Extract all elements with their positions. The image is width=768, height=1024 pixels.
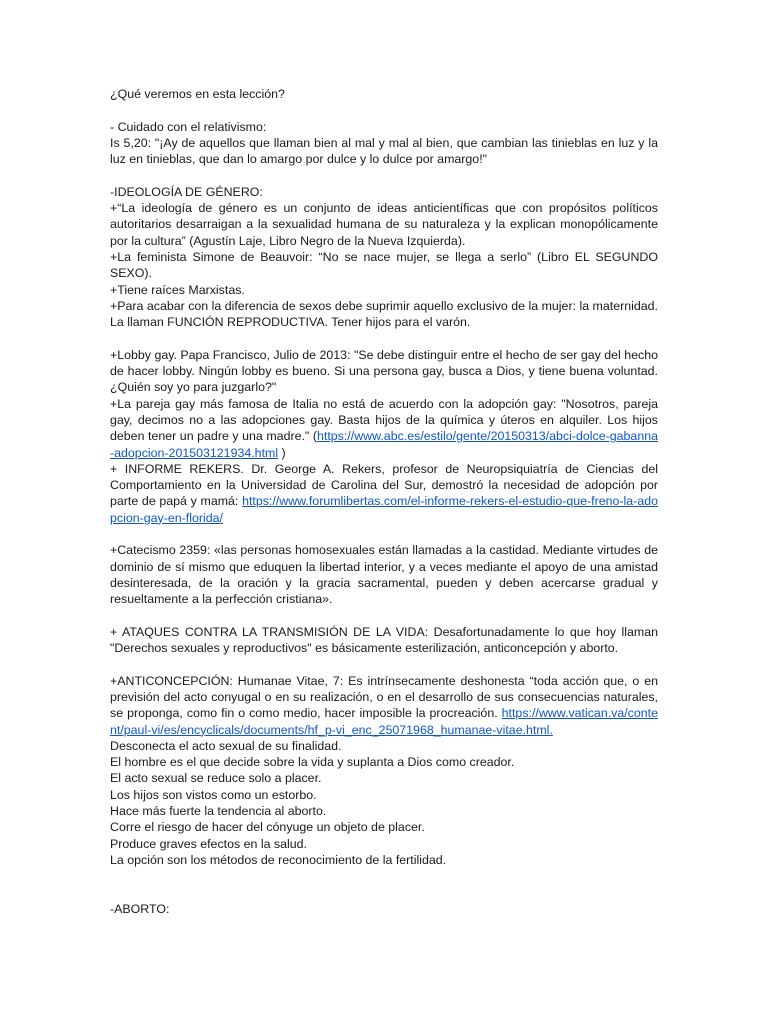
- contraception-point: El acto sexual se reduce solo a placer.: [110, 771, 322, 786]
- rekers-report-text: + INFORME REKERS. Dr. George A. Rekers, profesor de Neuropsiquiatría de Ciencias del Comportamiento en la Universidad de Carolina del Sur, demostró la necesidad de adopción por parte de papá y mamá:: [110, 461, 658, 509]
- abortion-heading: -ABORTO:: [110, 901, 170, 916]
- contraception-point: El hombre es el que decide sobre la vida y suplanta a Dios como creador.: [110, 755, 515, 770]
- relativism-heading: - Cuidado con el relativismo:: [110, 119, 267, 134]
- italian-couple-paragraph: [110, 396, 658, 461]
- spacer: [110, 656, 658, 672]
- document-page: [110, 86, 658, 917]
- catechism-paragraph: +Catecismo 2359: «las personas homosexuales están llamadas a la castidad. Mediante virtudes de dominio de sí mismo que eduquen la libertad interior, y a veces mediante el apoyo de una amistad desinteresada, de la oración y la gracia sacramental, pueden y deben acercarse gradual y resueltamente a la perfección cristiana».: [110, 543, 658, 607]
- spacer: [110, 102, 658, 118]
- gender-ideology-heading: -IDEOLOGÍA DE GÉNERO:: [110, 184, 263, 199]
- contraception-point: Corre el riesgo de hacer del cónyuge un objeto de placer.: [110, 820, 425, 835]
- italian-couple-text: +La pareja gay más famosa de Italia no está de acuerdo con la adopción gay: "Nosotros, pareja gay, decimos no a las adopciones gay. Basta hijos de la química y úteros en alquiler. Los hijos deben tener un padre y una madre." (: [110, 396, 658, 444]
- spacer: [110, 868, 658, 901]
- spacer: [110, 526, 658, 542]
- contraception-paragraph: [110, 673, 658, 738]
- contraception-text: +ANTICONCEPCIÓN: Humanae Vitae, 7: Es intrínsecamente deshonesta “toda acción que, o en previsión del acto conyugal o en su realización, o en el desarrollo de sus consecuencias naturales, se proponga, como fin o como medio, hacer imposible la procreación.: [110, 673, 658, 721]
- gender-ideology-definition: +“La ideología de género es un conjunto de ideas anticientíficas que con propósitos políticos autoritarios desarraigan a la sexualidad humana de su naturaleza y la explican monopólicamente por la cultura” (Agustín Laje, Libro Negro de la Nueva Izquierda).: [110, 201, 658, 248]
- italian-couple-end: ): [278, 445, 286, 460]
- beauvoir-quote: +La feminista Simone de Beauvoir: “No se nace mujer, se llega a serlo” (Libro EL SEGUNDO SEXO).: [110, 249, 658, 281]
- contraception-point: Desconecta el acto sexual de su finalidad.: [110, 738, 342, 753]
- abc-article-link[interactable]: https://www.abc.es/estilo/gente/20150313/abci-dolce-gabanna-adopcion-201503121934.html: [110, 429, 658, 460]
- attacks-on-life-paragraph: + ATAQUES CONTRA LA TRANSMISIÓN DE LA VIDA: Desafortunadamente lo que hoy llaman "Derechos sexuales y reproductivos" es básicamente esterilización, anticoncepción y aborto.: [110, 624, 658, 656]
- vatican-humanae-vitae-link[interactable]: https://www.vatican.va/content/paul-vi/es/encyclicals/documents/hf_p-vi_enc_25071968_humanae-vitae.html.: [110, 706, 658, 737]
- contraception-point: La opción son los métodos de reconocimiento de la fertilidad.: [110, 852, 447, 867]
- gay-lobby-quote: +Lobby gay. Papa Francisco, Julio de 2013: "Se debe distinguir entre el hecho de ser gay del hecho de hacer lobby. Ningún lobby es bueno. Si una persona gay, busca a Dios, y tiene buena voluntad. ¿Quién soy yo para juzgarlo?": [110, 347, 658, 395]
- isaiah-verse: Is 5,20: "¡Ay de aquellos que llaman bien al mal y mal al bien, que cambian las tinieblas en luz y la luz en tinieblas, que dan lo amargo por dulce y lo dulce por amargo!": [110, 135, 658, 167]
- forumlibertas-link[interactable]: https://www.forumlibertas.com/el-informe-rekers-el-estudio-que-freno-la-adopcion-gay-en-florida/: [110, 494, 658, 525]
- contraception-point: Los hijos son vistos como un estorbo.: [110, 787, 317, 802]
- rekers-report-paragraph: [110, 461, 658, 526]
- spacer: [110, 330, 658, 346]
- contraception-point: Produce graves efectos en la salud.: [110, 836, 307, 851]
- marxist-roots: +Tiene raíces Marxistas.: [110, 282, 245, 297]
- lesson-intro: ¿Qué veremos en esta lección?: [110, 87, 285, 101]
- spacer: [110, 167, 658, 183]
- contraception-point: Hace más fuerte la tendencia al aborto.: [110, 804, 327, 819]
- spacer: [110, 608, 658, 624]
- reproductive-function: +Para acabar con la diferencia de sexos debe suprimir aquello exclusivo de la mujer: la maternidad. La llaman FUNCIÓN REPRODUCTIVA. Tener hijos para el varón.: [110, 298, 658, 330]
